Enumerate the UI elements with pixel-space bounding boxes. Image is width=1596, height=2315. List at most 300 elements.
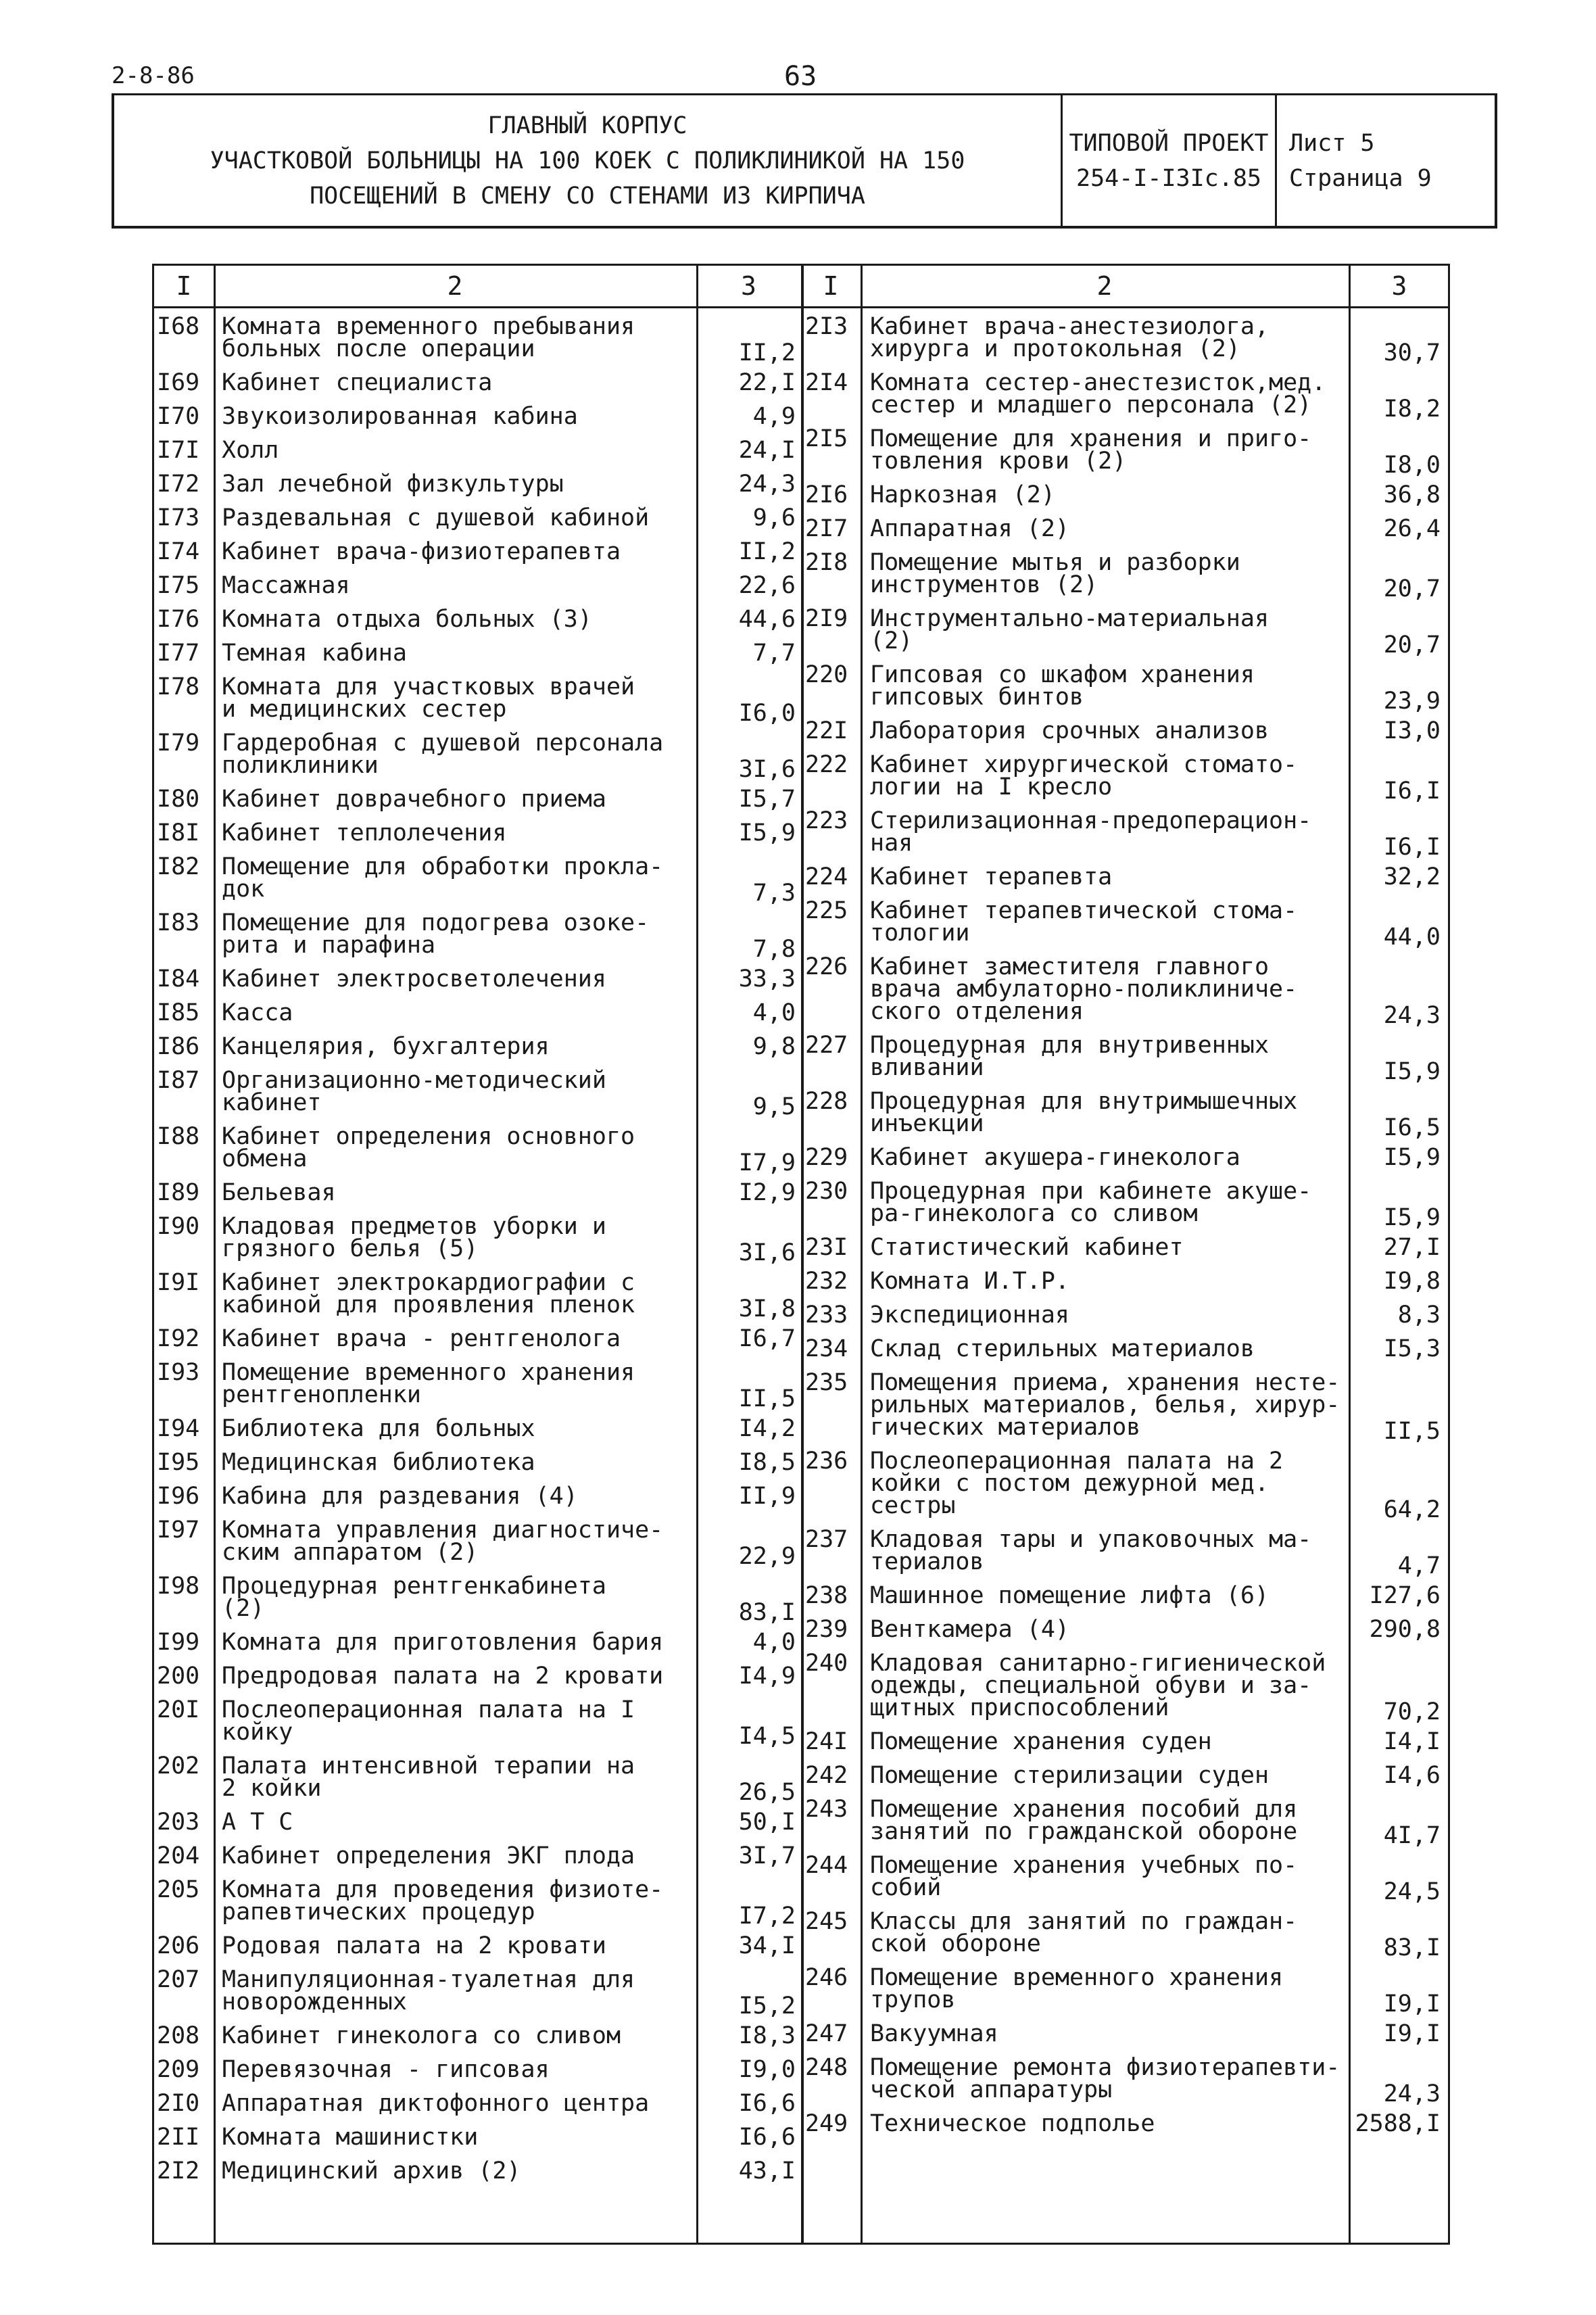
table-row [154,1696,801,1750]
room-area: 26,4 [1383,515,1441,542]
table-row [801,1650,1450,1725]
room-area: 32,2 [1383,863,1441,890]
room-number: I83 [157,909,200,936]
room-area: 34,I [738,1932,796,1959]
room-area: II,2 [738,538,796,565]
room-number: 234 [805,1335,848,1362]
room-name-line: Кладовая санитарно-гигиенической [870,1650,1326,1677]
room-name [870,1526,1312,1575]
room-name-line: больных после операции [222,335,535,362]
room-name-line: Касса [222,999,293,1026]
room-name-line: Помещение хранения учебных по- [870,1852,1298,1879]
room-name [870,1616,1070,1643]
room-number: I94 [157,1415,200,1442]
room-name-line: грязного белья (5) [222,1235,479,1262]
room-name [222,1932,606,1959]
table-row [801,1616,1450,1643]
room-name-line: Зал лечебной физкультуры [222,471,564,498]
room-name [870,1652,1326,1719]
room-name-line: (2) [222,1595,265,1622]
room-name [222,853,664,903]
room-name-line: Аппаратная диктофонного центра [222,2090,650,2117]
room-name-line: Склад стерильных материалов [870,1335,1255,1362]
room-name-line: гических материалов [870,1414,1141,1441]
room-name-line: Наркозная (2) [870,481,1055,508]
table-row [154,1449,801,1476]
room-area: I9,I [1383,2020,1441,2047]
room-number: 2I4 [805,369,848,396]
table-row [801,425,1450,479]
room-name-line: Раздевальная с душевой кабиной [222,504,650,531]
table-row [801,1144,1450,1171]
room-name-line: логии на I кресло [870,773,1113,801]
room-name-line: Кабинет теплолечения [222,819,507,846]
table-row [801,1908,1450,1961]
room-number: 209 [157,2056,200,2083]
room-area: I5,2 [738,1992,796,2020]
room-name-line: Послеоперационная палата на I [222,1696,635,1723]
room-name [870,1728,1212,1755]
table-row [801,1304,1450,1327]
project-box [1061,93,1277,229]
room-name-line: 2 койки [222,1775,322,1802]
room-name-line: Статистический кабинет [870,1234,1184,1261]
table-row [154,673,801,727]
table-row [801,1526,1450,1579]
room-name [870,1964,1284,2013]
project-number: 254-I-I3Ic.85 [1076,165,1261,192]
table-row [154,2022,801,2049]
room-area: 9,5 [752,1093,796,1120]
room-name [870,1234,1184,1261]
room-name-line: Массажная [222,572,350,599]
table-row [801,717,1450,744]
room-area: 7,8 [752,936,796,963]
room-number: I87 [157,1067,200,1094]
table-row [154,999,801,1026]
room-name [222,1033,550,1060]
room-area: 22,6 [738,572,796,599]
room-name-line: Помещение хранения пособий для [870,1796,1298,1823]
table-row [154,1033,801,1060]
room-number: I98 [157,1573,200,1600]
table-row [154,369,801,396]
table-row [801,1852,1450,1905]
room-name-line: Комната для участковых врачей [222,673,635,700]
room-name [222,673,635,723]
room-name-line: Кабинет заместителя главного [870,953,1269,980]
room-area: 7,7 [752,640,796,667]
room-number: 229 [805,1144,848,1171]
room-name [222,2126,478,2149]
table-row [154,1752,801,1806]
room-number: I8I [157,819,200,846]
room-number: I73 [157,504,200,531]
room-area: 7,3 [752,880,796,907]
room-name [222,1696,635,1746]
room-area: I5,9 [1383,1204,1441,1231]
room-number: 227 [805,1032,848,1059]
room-area: 290,8 [1369,1616,1441,1643]
room-name-line: щитных приспособлений [870,1694,1169,1721]
room-name [222,608,592,631]
room-area: 24,3 [1383,2080,1441,2107]
room-name-line: Холл [222,437,279,464]
table-row [801,1448,1450,1523]
room-name-line: Кладовая предметов уборки и [222,1213,606,1240]
room-name-line: Медицинская библиотека [222,1449,535,1476]
room-number: 23I [805,1234,848,1261]
room-name-line: гипсовых бинтов [870,684,1084,711]
room-name [870,2020,998,2047]
room-name-line: рапевтических процедур [222,1899,535,1926]
room-area: 44,0 [1383,924,1441,951]
table-row [801,1270,1450,1293]
room-name [870,1908,1298,1957]
col-header-name: 2 [447,271,463,301]
room-area: I2,9 [738,1179,796,1206]
room-area: 22,I [738,369,796,396]
title-line-3: ПОСЕЩЕНИЙ В СМЕНУ СО СТЕНАМИ ИЗ КИРПИЧА [310,183,865,210]
room-name-line: (2) [870,627,913,654]
room-number: 236 [805,1448,848,1475]
room-number: I68 [157,313,200,340]
room-number: 2I2 [157,2157,200,2185]
room-name-line: Темная кабина [222,640,407,667]
room-name-line: койку [222,1719,293,1746]
room-name [222,313,635,362]
room-name [870,1335,1255,1362]
room-area: I6,I [1383,834,1441,861]
room-area: I4,5 [738,1723,796,1750]
room-name-line: Медицинский архив (2) [222,2157,521,2185]
room-name-line: инъекций [870,1110,984,1137]
room-name [222,2157,521,2185]
room-area: 4I,7 [1383,1822,1441,1849]
room-name-line: Комната для проведения физиоте- [222,1876,664,1903]
room-name [870,515,1070,542]
sheet-box [1277,93,1497,229]
table-row [154,538,801,565]
room-number: 206 [157,1932,200,1959]
room-name-line: Венткамера (4) [870,1616,1070,1643]
room-number: I70 [157,403,200,430]
room-name-line: Палата интенсивной терапии на [222,1752,635,1780]
room-name-line: сестер и младшего персонала (2) [870,391,1312,419]
room-number: 238 [805,1582,848,1609]
room-number: I78 [157,673,200,700]
table-row [154,1811,801,1834]
room-area: I8,5 [738,1449,796,1476]
table-row [154,909,801,963]
room-name [222,1842,635,1869]
room-area: 3I,6 [738,756,796,783]
table-row [801,549,1450,602]
table-row [801,1178,1450,1231]
room-name-line: одежды, специальной обуви и за- [870,1672,1312,1699]
room-number: 2I5 [805,425,848,452]
room-name-line: Процедурная для внутривенных [870,1032,1269,1059]
room-name-line: Кабинет хирургической стомато- [870,751,1298,778]
room-name-line: Помещение для подогрева озоке- [222,909,650,936]
room-name-line: сестры [870,1492,956,1519]
table-row [801,313,1450,366]
room-area: I4,I [1383,1728,1441,1755]
room-number: I89 [157,1179,200,1206]
room-name [870,807,1312,857]
table-row [154,788,801,811]
room-area: I6,6 [738,2090,796,2117]
room-area: 9,6 [752,504,796,531]
room-name-line: Кладовая тары и упаковочных ма- [870,1526,1312,1553]
table-row [154,965,801,993]
room-name-line: Помещения приема, хранения несте- [870,1369,1340,1396]
room-name [870,313,1269,362]
col-header-number: I [823,271,839,301]
room-number: 249 [805,2110,848,2137]
room-area: 27,I [1383,1234,1441,1261]
room-number: I79 [157,730,200,757]
room-name-line: Гипсовая со шкафом хранения [870,661,1255,688]
table-row [801,481,1450,508]
room-number: 220 [805,661,848,688]
room-name-line: Организационно-методический [222,1067,606,1094]
table-row [801,1796,1450,1849]
room-name-line: ра-гинеколога со сливом [870,1200,1198,1227]
room-area: 22,9 [738,1543,796,1570]
room-number: I7I [157,437,200,464]
room-area: 23,9 [1383,688,1441,715]
table-row [801,1762,1450,1789]
room-area: I5,9 [1383,1058,1441,1085]
room-name-line: териалов [870,1548,984,1575]
room-name-line: ского отделения [870,998,1084,1025]
table-row [801,2054,1450,2107]
room-area: I8,0 [1383,452,1441,479]
room-area: 4,7 [1397,1552,1441,1579]
table-row [154,1067,801,1120]
room-number: I96 [157,1483,200,1510]
room-name-line: Процедурная рентгенкабинета [222,1573,606,1600]
room-number: I82 [157,853,200,880]
room-area: I9,0 [738,2056,796,2083]
room-number: I84 [157,965,200,993]
table-right-half [801,306,1450,2243]
room-area: 2588,I [1355,2110,1441,2137]
table-row [154,504,801,531]
room-name [870,1180,1311,1225]
room-area: I7,9 [738,1149,796,1176]
room-number: 235 [805,1369,848,1396]
table-row [801,953,1450,1029]
room-number: I9I [157,1269,200,1296]
room-area: 24,I [738,437,796,464]
room-area: 83,I [738,1599,796,1626]
room-name [222,1067,606,1116]
room-number: 232 [805,1268,848,1295]
table-row [154,473,801,496]
room-number: 228 [805,1088,848,1115]
room-name-line: Комната временного пребывания [222,313,635,340]
room-area: I5,7 [738,786,796,813]
room-name-line: Аппаратная (2) [870,515,1070,542]
room-area: II,5 [1383,1418,1441,1445]
room-name [222,732,663,777]
room-name [870,751,1298,801]
room-number: 226 [805,953,848,980]
room-name-line: врача амбулаторно-поликлиниче- [870,976,1298,1003]
table-row [154,1269,801,1322]
page-number: 63 [784,61,817,92]
room-number: 222 [805,751,848,778]
room-number: 2I3 [805,313,848,340]
room-name-line: хирурга и протокольная (2) [870,335,1240,362]
room-area: 8,3 [1397,1302,1441,1329]
room-name [222,572,350,599]
room-name [870,1582,1269,1609]
room-name-line: Вакуумная [870,2020,998,2047]
room-area: 9,8 [752,1033,796,1060]
room-name-line: Библиотека для больных [222,1415,535,1442]
room-area: I3,0 [1383,717,1441,744]
room-name [870,425,1312,475]
room-name [870,2054,1340,2103]
room-name-line: Кабинет определения ЭКГ плода [222,1842,635,1869]
room-area: I9,I [1383,1990,1441,2018]
room-number: 2I0 [157,2090,200,2117]
room-number: 2II [157,2124,200,2151]
room-number: 247 [805,2020,848,2047]
table-row [154,572,801,599]
room-area: 24,5 [1383,1878,1441,1905]
room-area: I5,9 [1383,1144,1441,1171]
room-number: I90 [157,1213,200,1240]
room-number: 22I [805,717,848,744]
room-name-line: А Т С [222,1809,293,1836]
room-number: I85 [157,999,200,1026]
room-number: 2I7 [805,515,848,542]
table-row [801,1032,1450,1085]
title-line-2: УЧАСТКОВОЙ БОЛЬНИЦЫ НА 100 КОЕК С ПОЛИКЛИНИКОЙ НА 150 [210,147,965,174]
room-name-line: Стерилизационная-предоперацион- [870,807,1312,834]
table-row [154,1966,801,2020]
title-block [112,93,1497,229]
room-area: I7,2 [738,1903,796,1930]
room-name [222,403,578,430]
room-name [222,1811,293,1834]
table-row [154,313,801,366]
room-name-line: Помещение мытья и разборки [870,549,1240,576]
room-name-line: Инструментально-материальная [870,605,1269,632]
room-number: 237 [805,1526,848,1553]
room-number: I88 [157,1123,200,1150]
title-line-1: ГЛАВНЫЙ КОРПУС [487,112,687,139]
room-number: 204 [157,1842,200,1869]
room-number: I92 [157,1325,200,1352]
room-name [222,1359,635,1408]
room-name [222,819,507,846]
room-number: I77 [157,640,200,667]
room-name-line: поликлиники [222,752,379,779]
room-number: 248 [805,2054,848,2081]
table-row [154,1123,801,1176]
room-name [870,661,1255,711]
table-row [801,863,1450,890]
room-name-line: Помещение для обработки прокла- [222,853,664,880]
room-area: 24,3 [738,471,796,498]
room-name-line: Комната И.Т.Р. [870,1268,1070,1295]
room-name-line: Звукоизолированная кабина [222,403,578,430]
room-number: 20I [157,1696,200,1723]
room-name [870,1450,1283,1517]
room-name [870,863,1113,890]
room-name-line: Кабина для раздевания (4) [222,1483,578,1510]
room-name-line: рильных материалов, белья, хирур- [870,1391,1340,1418]
table-row [154,608,801,631]
room-area: 64,2 [1383,1496,1441,1523]
table-row [154,1325,801,1352]
table-row [801,1234,1450,1261]
sheet-number: Лист 5 [1289,130,1375,157]
project-label: ТИПОВОЙ ПРОЕКТ [1069,130,1269,157]
room-number: 200 [157,1663,200,1690]
room-name-line: Помещение ремонта физиотерапевти- [870,2054,1340,2081]
room-number: I86 [157,1033,200,1060]
table-row [801,897,1450,951]
room-number: 208 [157,2022,200,2049]
room-area: I4,9 [738,1663,796,1690]
room-number: I74 [157,538,200,565]
room-area: 20,7 [1383,575,1441,602]
room-number: 207 [157,1966,200,1993]
room-area: I27,6 [1369,1582,1441,1609]
room-name [222,788,606,811]
room-area: 24,3 [1383,1002,1441,1029]
room-number: 245 [805,1908,848,1935]
room-name-line: Кабинет специалиста [222,369,493,396]
room-area: I6,6 [738,2124,796,2151]
table-row [801,369,1450,423]
room-name [222,1631,663,1654]
room-name [870,717,1269,744]
room-name-line: Кабинет электрокардиографии с [222,1269,635,1296]
room-name [870,369,1326,419]
room-name-line: койки с постом дежурной мед. [870,1470,1269,1497]
room-name-line: Техническое подполье [870,2110,1155,2137]
room-name [870,1369,1340,1441]
room-name-line: обмена [222,1145,308,1172]
room-name-line: Комната машинистки [222,2124,479,2151]
room-name-line: товления крови (2) [870,448,1127,475]
room-number: 24I [805,1728,848,1755]
table-row [801,515,1450,542]
table-left-half [154,306,801,2243]
room-name-line: ской обороне [870,1930,1041,1957]
table-row [154,1932,801,1959]
room-area: 33,3 [738,965,796,993]
room-name [222,1123,635,1172]
room-name [222,1325,621,1352]
rooms-table [152,264,1450,2245]
table-row [154,2056,801,2083]
room-name [870,897,1298,947]
room-name [870,1088,1298,1137]
room-name-line: рита и парафина [222,932,436,959]
table-row [801,1964,1450,2018]
table-row [154,1359,801,1412]
room-name-line: Кабинет электросветолечения [222,965,606,993]
room-name-line: Комната сестер-анестезисток,мед. [870,369,1326,396]
